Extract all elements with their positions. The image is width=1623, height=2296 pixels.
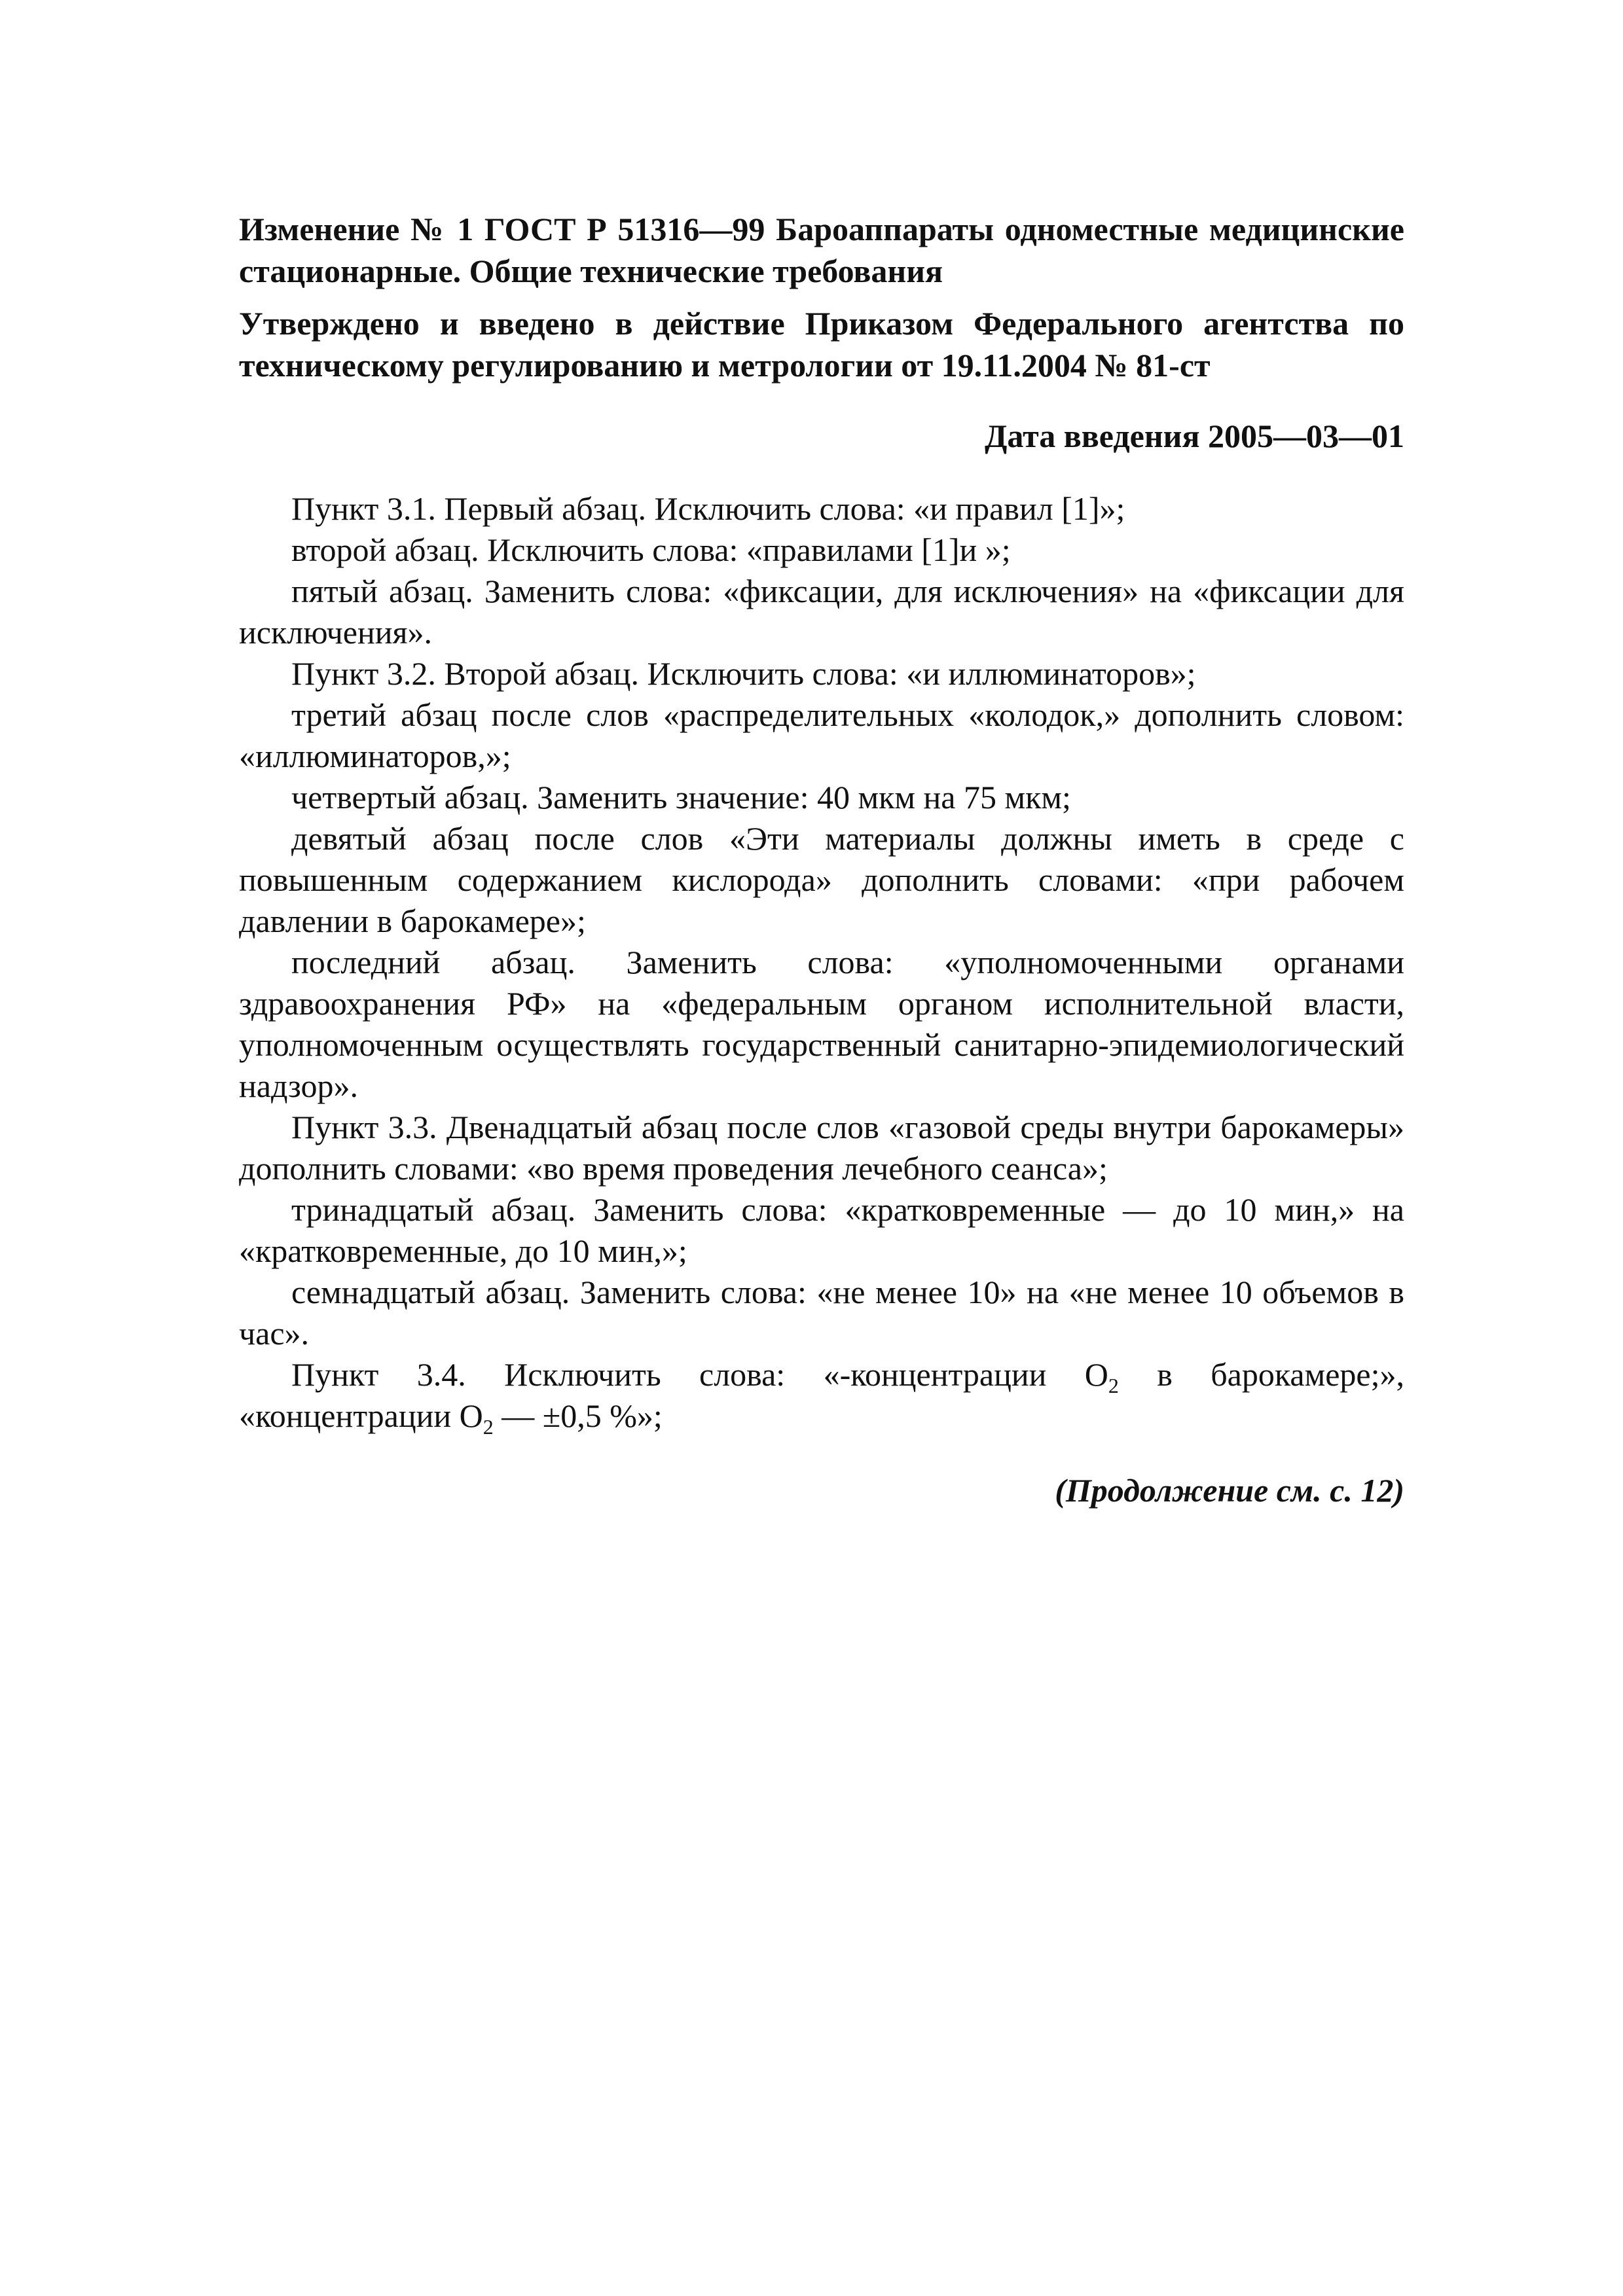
clause-3-4-text-1: Пункт 3.4. Исключить слова: «-концентрации O bbox=[291, 1356, 1108, 1393]
paragraph-ninth: девятый абзац после слов «Эти материалы должны иметь в среде с повышенным содержанием кислорода» дополнить словами: «при рабочем давлении в барокамере»; bbox=[239, 820, 1404, 939]
document-title: Изменение № 1 ГОСТ Р 51316—99 Бароаппараты одноместные медицинские стационарные. Общие технические требования bbox=[239, 211, 1404, 289]
paragraph-last: последний абзац. Заменить слова: «уполномоченными органами здравоохранения РФ» на «федеральным органом исполнительной власти, уполномоченным осуществлять государственный санитарно-эпидемиологический надзор». bbox=[239, 944, 1404, 1104]
paragraph-thirteenth: тринадцатый абзац. Заменить слова: «кратковременные — до 10 мин,» на «кратковременные, до 10 мин,»; bbox=[239, 1191, 1404, 1269]
paragraph-seventeenth: семнадцатый абзац. Заменить слова: «не менее 10» на «не менее 10 объемов в час». bbox=[239, 1274, 1404, 1352]
continuation-note: (Продолжение см. с. 12) bbox=[1055, 1472, 1404, 1509]
subscript-2: 2 bbox=[1108, 1374, 1119, 1397]
document-body bbox=[239, 488, 1404, 1437]
paragraph-fifth: пятый абзац. Заменить слова: «фиксации, для исключения» на «фиксации для исключения». bbox=[239, 573, 1404, 651]
clause-3-4-text-2: в барокамере;», «концентрации O bbox=[239, 1356, 1404, 1434]
paragraph-clause-3-2: Пункт 3.2. Второй абзац. Исключить слова: «и иллюминаторов»; bbox=[291, 655, 1196, 692]
subscript-2: 2 bbox=[483, 1415, 494, 1439]
document-page bbox=[239, 208, 1404, 1511]
paragraph-second: второй абзац. Исключить слова: «правилами [1]и »; bbox=[291, 531, 1011, 568]
clause-3-4-text-3: — ±0,5 %»; bbox=[493, 1397, 663, 1434]
paragraph-clause-3-4 bbox=[239, 1354, 1404, 1437]
paragraph-clause-3-3: Пункт 3.3. Двенадцатый абзац после слов «газовой среды внутри барокамеры» дополнить словами: «во время проведения лечебного сеанса»; bbox=[239, 1109, 1404, 1187]
paragraph-fourth: четвертый абзац. Заменить значение: 40 мкм на 75 мкм; bbox=[291, 779, 1071, 816]
introduction-date: Дата введения 2005—03—01 bbox=[985, 418, 1404, 454]
paragraph-clause-3-1: Пункт 3.1. Первый абзац. Исключить слова: «и правил [1]»; bbox=[291, 490, 1125, 527]
paragraph-third: третий абзац после слов «распределительных «колодок,» дополнить словом: «иллюминаторов,»; bbox=[239, 696, 1404, 774]
approval-statement: Утверждено и введено в действие Приказом Федерального агентства по техническому регулированию и метрологии от 19.11.2004 № 81-ст bbox=[239, 305, 1404, 384]
